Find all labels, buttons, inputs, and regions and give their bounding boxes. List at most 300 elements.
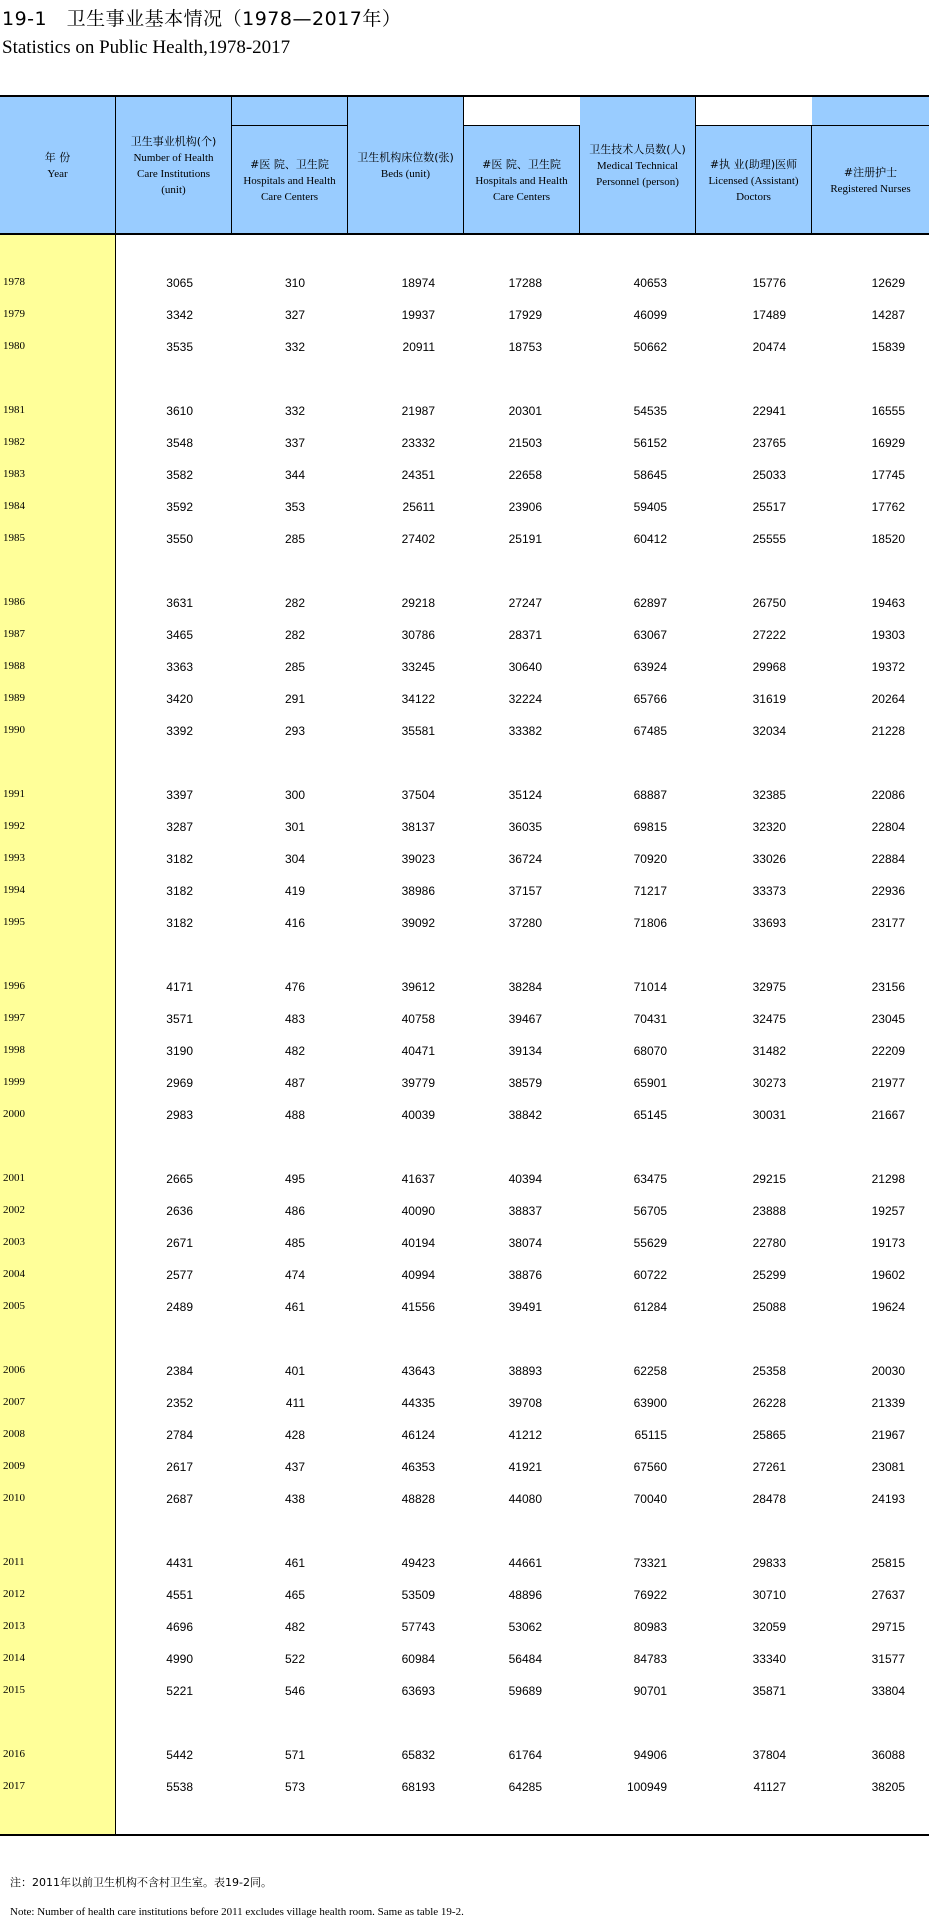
doctors-cell: 29215 [752, 1172, 786, 1186]
inst-hospitals-cell: 285 [284, 660, 305, 674]
inst-hospitals-cell: 419 [284, 884, 305, 898]
year-cell: 2009 [3, 1460, 25, 1472]
doctors-cell: 25358 [752, 1364, 786, 1378]
beds-hospitals-cell: 61764 [508, 1748, 542, 1762]
personnel-cell: 40653 [633, 276, 667, 290]
nurses-cell: 24193 [871, 1492, 905, 1506]
personnel-cell: 84783 [633, 1652, 667, 1666]
header-personnel [580, 97, 696, 235]
personnel-cell: 70920 [633, 852, 667, 866]
year-cell: 2005 [3, 1300, 25, 1312]
beds-cell: 33245 [401, 660, 435, 674]
doctors-cell: 31619 [752, 692, 786, 706]
beds-hospitals-cell: 17929 [508, 308, 542, 322]
beds-hospitals-cell: 28371 [508, 628, 542, 642]
inst-hospitals-cell: 401 [284, 1364, 305, 1378]
institutions-cell: 3287 [166, 820, 193, 834]
doctors-cell: 29833 [752, 1556, 786, 1570]
inst-hospitals-cell: 337 [284, 436, 305, 450]
inst-hospitals-cell: 483 [284, 1012, 305, 1026]
header-personnel-en: Medical Technical Personnel (person) [596, 160, 679, 188]
year-cell: 1983 [3, 468, 25, 480]
personnel-cell: 71217 [633, 884, 667, 898]
year-cell: 1987 [3, 628, 25, 640]
doctors-cell: 32059 [752, 1620, 786, 1634]
year-cell: 1985 [3, 532, 25, 544]
nurses-cell: 18520 [871, 532, 905, 546]
doctors-cell: 25555 [752, 532, 786, 546]
nurses-cell: 29715 [871, 1620, 905, 1634]
personnel-cell: 65145 [633, 1108, 667, 1122]
nurses-cell: 22209 [871, 1044, 905, 1058]
beds-cell: 27402 [401, 532, 435, 546]
beds-hospitals-cell: 27247 [508, 596, 542, 610]
beds-cell: 39023 [401, 852, 435, 866]
nurses-cell: 20264 [871, 692, 905, 706]
institutions-cell: 4171 [166, 980, 193, 994]
personnel-cell: 68887 [633, 788, 667, 802]
beds-hospitals-cell: 33382 [508, 724, 542, 738]
doctors-cell: 30031 [752, 1108, 786, 1122]
inst-hospitals-cell: 301 [284, 820, 305, 834]
table-row [0, 977, 929, 997]
nurses-cell: 38205 [871, 1780, 905, 1794]
institutions-cell: 2983 [166, 1108, 193, 1122]
doctors-cell: 32385 [752, 788, 786, 802]
table-row [0, 689, 929, 709]
personnel-cell: 65766 [633, 692, 667, 706]
table-row [0, 657, 929, 677]
beds-cell: 41637 [401, 1172, 435, 1186]
header-institutions-cn: 卫生事业机构(个) [130, 135, 217, 148]
table-row [0, 1297, 929, 1317]
personnel-cell: 71014 [633, 980, 667, 994]
nurses-cell: 12629 [871, 276, 905, 290]
inst-hospitals-cell: 482 [284, 1620, 305, 1634]
inst-hospitals-cell: 488 [284, 1108, 305, 1122]
beds-hospitals-cell: 17288 [508, 276, 542, 290]
inst-hospitals-cell: 482 [284, 1044, 305, 1058]
doctors-cell: 33340 [752, 1652, 786, 1666]
table-row [0, 497, 929, 517]
nurses-cell: 19602 [871, 1268, 905, 1282]
institutions-cell: 3571 [166, 1012, 193, 1026]
beds-cell: 30786 [401, 628, 435, 642]
beds-hospitals-cell: 23906 [508, 500, 542, 514]
table-row [0, 1649, 929, 1669]
inst-hospitals-cell: 332 [284, 404, 305, 418]
inst-hospitals-cell: 310 [284, 276, 305, 290]
institutions-cell: 5442 [166, 1748, 193, 1762]
personnel-cell: 68070 [633, 1044, 667, 1058]
institutions-cell: 3182 [166, 884, 193, 898]
beds-cell: 20911 [402, 340, 435, 354]
inst-hospitals-cell: 285 [284, 532, 305, 546]
year-cell: 1993 [3, 852, 25, 864]
table-row [0, 1201, 929, 1221]
table-row [0, 881, 929, 901]
nurses-cell: 19372 [871, 660, 905, 674]
header-doctors-en: Licensed (Assistant) Doctors [708, 174, 799, 203]
inst-hospitals-cell: 291 [284, 692, 305, 706]
doctors-cell: 32475 [752, 1012, 786, 1026]
personnel-cell: 54535 [633, 404, 667, 418]
footnote-en: Note: Number of health care institutions before 2011 excludes village health room. Same as table 19-2. [10, 1906, 464, 1918]
beds-cell: 40194 [401, 1236, 435, 1250]
beds-hospitals-cell: 38837 [508, 1204, 542, 1218]
beds-hospitals-cell: 39491 [508, 1300, 542, 1314]
inst-hospitals-cell: 332 [284, 340, 305, 354]
beds-hospitals-cell: 22658 [508, 468, 542, 482]
inst-hospitals-cell: 282 [284, 628, 305, 642]
nurses-cell: 27637 [871, 1588, 905, 1602]
inst-hospitals-cell: 293 [284, 724, 305, 738]
table-row [0, 401, 929, 421]
personnel-cell: 60722 [633, 1268, 667, 1282]
beds-cell: 24351 [401, 468, 435, 482]
beds-hospitals-cell: 38579 [508, 1076, 542, 1090]
personnel-cell: 65115 [634, 1428, 667, 1442]
beds-hospitals-cell: 44080 [508, 1492, 542, 1506]
personnel-cell: 63900 [633, 1396, 667, 1410]
institutions-cell: 2665 [166, 1172, 193, 1186]
institutions-cell: 5221 [166, 1684, 193, 1698]
year-cell: 2003 [3, 1236, 25, 1248]
institutions-cell: 3548 [166, 436, 193, 450]
personnel-cell: 67560 [633, 1460, 667, 1474]
institutions-cell: 2489 [166, 1300, 193, 1314]
beds-hospitals-cell: 64285 [508, 1780, 542, 1794]
doctors-cell: 37804 [752, 1748, 786, 1762]
year-cell: 1982 [3, 436, 25, 448]
nurses-cell: 14287 [871, 308, 905, 322]
year-cell: 2001 [3, 1172, 25, 1184]
institutions-cell: 3420 [166, 692, 193, 706]
header-beds-en: Beds (unit) [380, 168, 431, 180]
inst-hospitals-cell: 461 [284, 1556, 305, 1570]
header-doctors [696, 125, 812, 235]
personnel-cell: 46099 [633, 308, 667, 322]
table-row [0, 1169, 929, 1189]
personnel-cell: 80983 [633, 1620, 667, 1634]
beds-hospitals-cell: 48896 [508, 1588, 542, 1602]
inst-hospitals-cell: 486 [284, 1204, 305, 1218]
nurses-cell: 22884 [871, 852, 905, 866]
nurses-cell: 21977 [871, 1076, 905, 1090]
year-cell: 1980 [3, 340, 25, 352]
year-cell: 2006 [3, 1364, 25, 1376]
year-cell: 1990 [3, 724, 25, 736]
nurses-cell: 21667 [871, 1108, 905, 1122]
beds-hospitals-cell: 18753 [508, 340, 542, 354]
beds-cell: 40994 [401, 1268, 435, 1282]
beds-cell: 34122 [401, 692, 435, 706]
beds-hospitals-cell: 38074 [508, 1236, 542, 1250]
year-cell: 2017 [3, 1780, 25, 1792]
header-beds [348, 97, 464, 235]
personnel-cell: 60412 [633, 532, 667, 546]
personnel-cell: 50662 [633, 340, 667, 354]
institutions-cell: 3610 [166, 404, 193, 418]
nurses-cell: 21228 [871, 724, 905, 738]
header-nurses [812, 125, 929, 235]
beds-hospitals-cell: 21503 [508, 436, 542, 450]
beds-hospitals-cell: 41212 [508, 1428, 542, 1442]
inst-hospitals-cell: 353 [284, 500, 305, 514]
beds-hospitals-cell: 39708 [508, 1396, 542, 1410]
personnel-cell: 62258 [633, 1364, 667, 1378]
doctors-cell: 26750 [752, 596, 786, 610]
doctors-cell: 25299 [752, 1268, 786, 1282]
table-title-cn: 19-1 卫生事业基本情况（1978—2017年） [2, 8, 402, 30]
table-row [0, 625, 929, 645]
table-header [0, 97, 929, 235]
personnel-cell: 100949 [626, 1780, 667, 1794]
personnel-cell: 56705 [633, 1204, 667, 1218]
table-row [0, 465, 929, 485]
nurses-cell: 21339 [871, 1396, 905, 1410]
institutions-cell: 3465 [166, 628, 193, 642]
doctors-cell: 23888 [752, 1204, 786, 1218]
doctors-cell: 32034 [752, 724, 786, 738]
nurses-cell: 16929 [871, 436, 905, 450]
doctors-cell: 33026 [752, 852, 786, 866]
beds-cell: 39092 [401, 916, 435, 930]
personnel-cell: 94906 [633, 1748, 667, 1762]
beds-hospitals-cell: 37280 [508, 916, 542, 930]
nurses-cell: 25815 [871, 1556, 905, 1570]
institutions-cell: 3592 [166, 500, 193, 514]
year-cell: 2007 [3, 1396, 25, 1408]
doctors-cell: 23765 [752, 436, 786, 450]
table-row [0, 1265, 929, 1285]
table-row [0, 1393, 929, 1413]
beds-hospitals-cell: 38893 [508, 1364, 542, 1378]
table-row [0, 1553, 929, 1573]
personnel-cell: 58645 [633, 468, 667, 482]
beds-hospitals-cell: 41921 [508, 1460, 542, 1474]
nurses-cell: 19257 [871, 1204, 905, 1218]
header-inst-hospitals [232, 125, 348, 235]
table-row [0, 593, 929, 613]
doctors-cell: 33373 [752, 884, 786, 898]
nurses-cell: 19463 [871, 596, 905, 610]
nurses-cell: 19624 [871, 1300, 905, 1314]
inst-hospitals-cell: 438 [284, 1492, 305, 1506]
personnel-cell: 59405 [633, 500, 667, 514]
institutions-cell: 3397 [166, 788, 193, 802]
nurses-cell: 20030 [871, 1364, 905, 1378]
inst-hospitals-cell: 282 [284, 596, 305, 610]
beds-hospitals-cell: 40394 [508, 1172, 542, 1186]
doctors-cell: 27261 [752, 1460, 786, 1474]
year-cell: 1978 [3, 276, 25, 288]
beds-hospitals-cell: 39134 [508, 1044, 542, 1058]
header-personnel-band [812, 97, 929, 125]
institutions-cell: 4431 [166, 1556, 193, 1570]
beds-hospitals-cell: 25191 [508, 532, 542, 546]
year-cell: 2015 [3, 1684, 25, 1696]
inst-hospitals-cell: 416 [284, 916, 305, 930]
personnel-cell: 55629 [633, 1236, 667, 1250]
header-beds-hospitals-cn: #医 院、卫生院 [482, 157, 561, 171]
institutions-cell: 2636 [166, 1204, 193, 1218]
year-cell: 1984 [3, 500, 25, 512]
inst-hospitals-cell: 461 [284, 1300, 305, 1314]
inst-hospitals-cell: 428 [284, 1428, 305, 1442]
beds-cell: 38137 [401, 820, 435, 834]
beds-hospitals-cell: 44661 [508, 1556, 542, 1570]
institutions-cell: 4696 [166, 1620, 193, 1634]
doctors-cell: 35871 [752, 1684, 786, 1698]
beds-cell: 48828 [401, 1492, 435, 1506]
institutions-cell: 3392 [166, 724, 193, 738]
inst-hospitals-cell: 411 [285, 1396, 305, 1410]
year-cell: 2016 [3, 1748, 25, 1760]
personnel-cell: 56152 [633, 436, 667, 450]
table-row [0, 1745, 929, 1765]
inst-hospitals-cell: 522 [284, 1652, 305, 1666]
beds-cell: 39612 [401, 980, 435, 994]
institutions-cell: 3342 [166, 308, 193, 322]
nurses-cell: 21967 [871, 1428, 905, 1442]
table-row [0, 1585, 929, 1605]
institutions-cell: 2577 [166, 1268, 193, 1282]
year-cell: 1996 [3, 980, 25, 992]
institutions-cell: 2352 [166, 1396, 193, 1410]
beds-cell: 65832 [401, 1748, 435, 1762]
doctors-cell: 30273 [752, 1076, 786, 1090]
personnel-cell: 65901 [633, 1076, 667, 1090]
beds-cell: 25611 [402, 500, 435, 514]
institutions-cell: 3190 [166, 1044, 193, 1058]
table-row [0, 337, 929, 357]
table-row [0, 1681, 929, 1701]
nurses-cell: 22086 [871, 788, 905, 802]
beds-cell: 40090 [401, 1204, 435, 1218]
year-cell: 2010 [3, 1492, 25, 1504]
nurses-cell: 19173 [871, 1236, 905, 1250]
beds-hospitals-cell: 20301 [508, 404, 542, 418]
personnel-cell: 76922 [633, 1588, 667, 1602]
table-row [0, 529, 929, 549]
personnel-cell: 70040 [633, 1492, 667, 1506]
doctors-cell: 17489 [752, 308, 786, 322]
header-nurses-en: Registered Nurses [830, 182, 911, 195]
beds-hospitals-cell: 35124 [508, 788, 542, 802]
table-row [0, 1777, 929, 1797]
header-year [0, 97, 116, 235]
beds-cell: 43643 [401, 1364, 435, 1378]
table-row [0, 1361, 929, 1381]
beds-hospitals-cell: 59689 [508, 1684, 542, 1698]
doctors-cell: 22780 [752, 1236, 786, 1250]
personnel-cell: 63924 [633, 660, 667, 674]
beds-cell: 44335 [401, 1396, 435, 1410]
doctors-cell: 15776 [752, 276, 786, 290]
nurses-cell: 23045 [871, 1012, 905, 1026]
institutions-cell: 3182 [166, 852, 193, 866]
header-beds-cn: 卫生机构床位数(张) [357, 151, 454, 164]
beds-cell: 57743 [401, 1620, 435, 1634]
table-bottom-rule [0, 1834, 929, 1836]
doctors-cell: 30710 [752, 1588, 786, 1602]
table-row [0, 721, 929, 741]
year-cell: 1995 [3, 916, 25, 928]
year-cell: 1994 [3, 884, 25, 896]
institutions-cell: 2784 [166, 1428, 193, 1442]
beds-cell: 18974 [401, 276, 435, 290]
table-row [0, 849, 929, 869]
nurses-cell: 17745 [871, 468, 905, 482]
personnel-cell: 67485 [633, 724, 667, 738]
institutions-cell: 3631 [166, 596, 193, 610]
year-cell: 1992 [3, 820, 25, 832]
inst-hospitals-cell: 546 [284, 1684, 305, 1698]
personnel-cell: 69815 [633, 820, 667, 834]
beds-cell: 21987 [401, 404, 435, 418]
header-beds-hospitals-en: Hospitals and Health Care Centers [475, 174, 568, 203]
nurses-cell: 19303 [871, 628, 905, 642]
personnel-cell: 63475 [633, 1172, 667, 1186]
nurses-cell: 15839 [871, 340, 905, 354]
beds-cell: 40471 [401, 1044, 435, 1058]
year-cell: 1998 [3, 1044, 25, 1056]
table-title-en: Statistics on Public Health,1978-2017 [2, 37, 291, 58]
inst-hospitals-cell: 474 [284, 1268, 305, 1282]
beds-cell: 38986 [401, 884, 435, 898]
nurses-cell: 23081 [871, 1460, 905, 1474]
beds-hospitals-cell: 53062 [508, 1620, 542, 1634]
doctors-cell: 33693 [752, 916, 786, 930]
institutions-cell: 3363 [166, 660, 193, 674]
personnel-cell: 70431 [633, 1012, 667, 1026]
beds-cell: 19937 [401, 308, 435, 322]
beds-hospitals-cell: 36724 [508, 852, 542, 866]
beds-hospitals-cell: 38876 [508, 1268, 542, 1282]
institutions-cell: 3065 [166, 276, 193, 290]
inst-hospitals-cell: 465 [284, 1588, 305, 1602]
beds-cell: 49423 [401, 1556, 435, 1570]
beds-cell: 23332 [401, 436, 435, 450]
doctors-cell: 31482 [752, 1044, 786, 1058]
personnel-cell: 62897 [633, 596, 667, 610]
year-cell: 1981 [3, 404, 25, 416]
nurses-cell: 17762 [871, 500, 905, 514]
nurses-cell: 22936 [871, 884, 905, 898]
inst-hospitals-cell: 437 [284, 1460, 305, 1474]
year-cell: 2004 [3, 1268, 25, 1280]
institutions-cell: 2687 [166, 1492, 193, 1506]
doctors-cell: 32320 [752, 820, 786, 834]
beds-cell: 46353 [401, 1460, 435, 1474]
year-cell: 1988 [3, 660, 25, 672]
header-inst-hospitals-en: Hospitals and Health Care Centers [243, 174, 336, 203]
beds-hospitals-cell: 39467 [508, 1012, 542, 1026]
year-cell: 2011 [3, 1556, 25, 1568]
header-institutions-en: Number of Health Care Institutions (unit) [133, 152, 214, 196]
institutions-cell: 3550 [166, 532, 193, 546]
personnel-cell: 90701 [633, 1684, 667, 1698]
beds-hospitals-cell: 36035 [508, 820, 542, 834]
inst-hospitals-cell: 476 [284, 980, 305, 994]
doctors-cell: 25517 [752, 500, 786, 514]
table-row [0, 817, 929, 837]
header-institutions [116, 97, 232, 235]
nurses-cell: 21298 [871, 1172, 905, 1186]
institutions-cell: 3582 [166, 468, 193, 482]
year-cell: 2014 [3, 1652, 25, 1664]
